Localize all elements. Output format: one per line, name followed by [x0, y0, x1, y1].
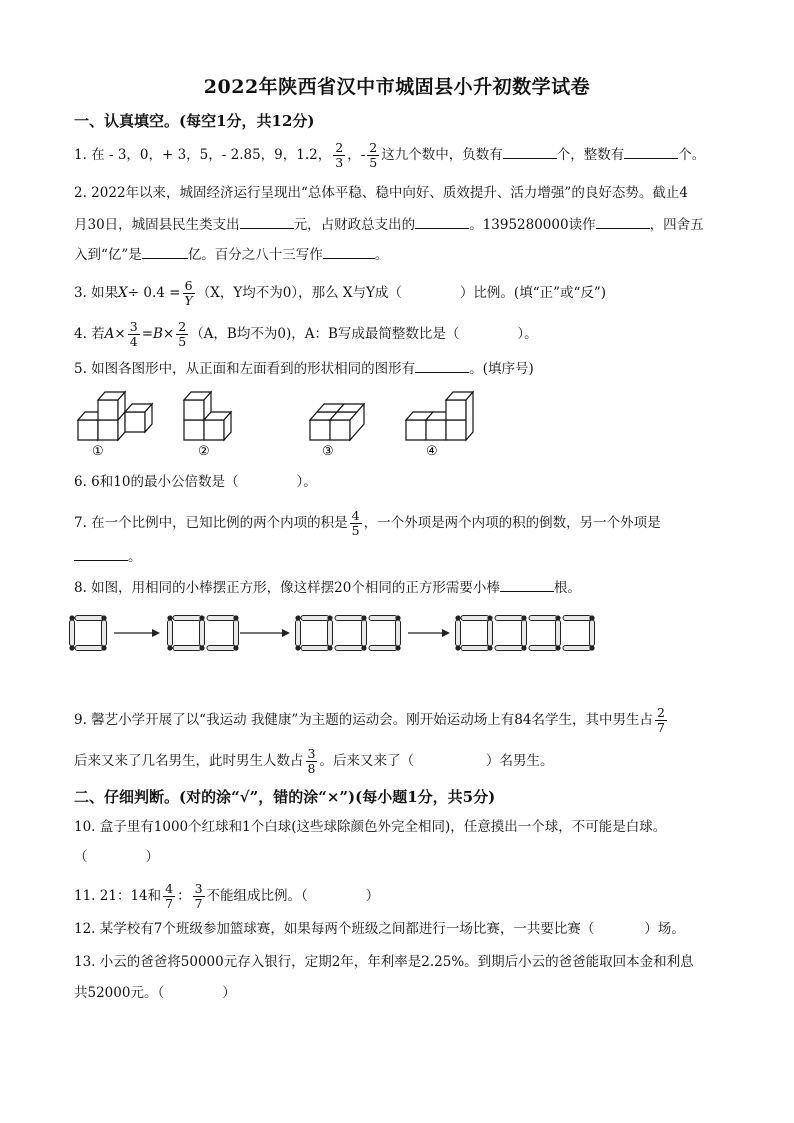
stick-joint: [199, 645, 204, 650]
stick: [563, 616, 591, 621]
stick: [70, 620, 75, 646]
answer-blank[interactable]: [500, 577, 554, 592]
stick: [207, 646, 235, 651]
stick: [495, 646, 523, 651]
stick: [335, 616, 363, 621]
arrow-head-icon: [152, 629, 160, 637]
arrow-head-icon: [442, 629, 450, 637]
stick: [495, 616, 523, 621]
fraction-4-5: $\frac{4}{5}$: [351, 508, 360, 538]
stick-joint: [167, 645, 172, 650]
stick: [234, 620, 239, 646]
stick-joint: [487, 615, 492, 620]
fraction-3-4: $\frac{3}{4}$: [129, 319, 138, 349]
stick-joint: [69, 615, 74, 620]
question-7: 7. 在一个比例中，已知比例的两个内项的积是 $\frac{4}{5}$ ，一个外项是两个内项的积的倒数，另一个外项是: [74, 508, 661, 538]
question-7-answer-line: 。: [74, 546, 142, 567]
fraction-3-8: $\frac{3}{8}$: [307, 746, 316, 776]
stick-joint: [555, 615, 560, 620]
stick: [461, 646, 489, 651]
question-13-line-2: 共52000元。（ ）: [74, 985, 236, 1001]
stick: [207, 616, 235, 621]
stick-joint: [233, 645, 238, 650]
fraction-2-3: $\frac{2}{3}$: [335, 140, 344, 170]
stick-joint: [69, 645, 74, 650]
stick: [102, 620, 107, 646]
question-8: 8. 如图，用相同的小棒摆正方形，像这样摆20个相同的正方形需要小棒 根。: [74, 577, 581, 598]
stick: [173, 646, 201, 651]
question-12: 12. 某学校有7个班级参加篮球赛，如果每两个班级之间都进行一场比赛，一共要比赛（ ）场。: [74, 921, 685, 937]
stick: [369, 616, 397, 621]
stick-joint: [295, 615, 300, 620]
figure-2-cubes: [184, 392, 231, 440]
figure-label: ④: [426, 444, 438, 459]
stick-squares-figure: [68, 608, 598, 660]
stick-joint: [199, 615, 204, 620]
stick: [563, 646, 591, 651]
stick: [75, 646, 103, 651]
stick: [529, 646, 557, 651]
stick-joint: [233, 615, 238, 620]
stick: [200, 620, 205, 646]
figure-1-cubes: [78, 392, 152, 440]
question-3: 3. 如果X÷ 0.4 = $\frac{6}{Y}$ （X，Y均不为0），那么 X与Y成（ ）比例。(填“正”或“反”): [74, 278, 607, 308]
stick-joint: [361, 645, 366, 650]
cube-figures: [70, 388, 490, 460]
answer-blank[interactable]: [415, 358, 469, 373]
fraction-2-7: $\frac{2}{7}$: [656, 705, 665, 735]
fraction-4-7: $\frac{4}{7}$: [165, 881, 174, 911]
figure-label: ②: [198, 444, 210, 459]
arrow-head-icon: [282, 629, 290, 637]
answer-blank[interactable]: [74, 546, 128, 561]
stick-joint: [167, 615, 172, 620]
question-2-line-2: 月30日，城固县民生类支出 元，占财政总支出的 。1395280000读作 ，四舍五: [74, 214, 704, 235]
stick-joint: [455, 615, 460, 620]
answer-blank[interactable]: [624, 144, 678, 159]
stick-joint: [555, 645, 560, 650]
fraction-6-y: $\frac{6}{Y}$: [184, 278, 193, 308]
stick: [328, 620, 333, 646]
stick-joint: [521, 645, 526, 650]
question-2-line-3: 入到“亿”是 亿。百分之八十三写作 。: [74, 244, 388, 265]
stick: [301, 616, 329, 621]
stick-joint: [327, 645, 332, 650]
stick-joint: [101, 645, 106, 650]
fraction-2-5: $\frac{2}{5}$: [178, 319, 187, 349]
stick-joint: [361, 615, 366, 620]
stick-joint: [521, 615, 526, 620]
stick-joint: [101, 615, 106, 620]
question-10-paren: （ ）: [74, 849, 159, 865]
stick-joint: [589, 615, 594, 620]
stick: [522, 620, 527, 646]
question-11: 11. 21：14和 $\frac{4}{7}$ ： $\frac{3}{7}$ 不能组成比例。（ ）: [74, 881, 380, 911]
question-10: 10. 盒子里有1000个红球和1个白球(这些球除颜色外完全相同)，任意摸出一个球，不可能是白球。: [74, 819, 667, 835]
stick: [75, 616, 103, 621]
figure-label: ①: [92, 444, 104, 459]
fraction-3-7: $\frac{3}{7}$: [194, 881, 203, 911]
stick-joint: [455, 645, 460, 650]
question-13: 13. 小云的爸爸将50000元存入银行，定期2年，年利率是2.25%。到期后小云的爸爸能取回本金和利息: [74, 954, 694, 970]
question-1: 1. 在 - 3，0，+ 3，5，- 2.85，9，1.2， $\frac{2}{3}$ ，- $\frac{2}{5}$ 这九个数中，负数有 个，整数有 个。: [74, 140, 706, 170]
question-9: 9. 馨艺小学开展了以“我运动 我健康”为主题的运动会。刚开始运动场上有84名学生，其中男生占 $\frac{2}{7}$: [74, 705, 665, 735]
answer-blank[interactable]: [503, 144, 557, 159]
figure-label: ③: [322, 444, 334, 459]
stick: [461, 616, 489, 621]
stick: [488, 620, 493, 646]
stick-joint: [395, 615, 400, 620]
question-5: 5. 如图各图形中，从正面和左面看到的形状相同的图形有 。(填序号): [74, 358, 534, 379]
stick: [173, 616, 201, 621]
stick: [556, 620, 561, 646]
stick: [369, 646, 397, 651]
stick: [362, 620, 367, 646]
stick: [590, 620, 595, 646]
answer-blank[interactable]: [596, 214, 650, 229]
stick-joint: [395, 645, 400, 650]
question-6: 6. 6和10的最小公倍数是（ ）。: [74, 474, 317, 490]
stick: [301, 646, 329, 651]
stick-joint: [327, 615, 332, 620]
section-1-heading: 一、认真填空。(每空1分，共12分): [74, 112, 315, 130]
question-2-line-1: 2. 2022年以来，城固经济运行呈现出“总体平稳、稳中向好、质效提升、活力增强”的良好态势。截止4: [74, 185, 688, 201]
stick: [456, 620, 461, 646]
answer-blank[interactable]: [415, 214, 469, 229]
stick: [168, 620, 173, 646]
stick-joint: [487, 645, 492, 650]
stick-joint: [295, 645, 300, 650]
answer-blank[interactable]: [240, 214, 294, 229]
stick: [529, 616, 557, 621]
figure-3-cubes: [310, 404, 364, 440]
stick-joint: [589, 645, 594, 650]
question-9-line-2: 后来又来了几名男生，此时男生人数占 $\frac{3}{8}$ 。后来又来了（ ）名男生。: [74, 746, 554, 776]
figure-4-cubes: [406, 392, 473, 440]
answer-blank[interactable]: [323, 244, 375, 259]
stick: [335, 646, 363, 651]
answer-blank[interactable]: [142, 244, 188, 259]
exam-title: 2022年陕西省汉中市城固县小升初数学试卷: [203, 76, 591, 98]
question-4: 4. 若A× $\frac{3}{4}$ =B× $\frac{2}{5}$ （A，B均不为0)，A：B写成最简整数比是（ ）。: [74, 319, 538, 349]
stick: [396, 620, 401, 646]
fraction-2-5: $\frac{2}{5}$: [369, 140, 378, 170]
section-2-heading: 二、仔细判断。(对的涂“√”，错的涂“×”)(每小题1分，共5分): [74, 788, 496, 806]
stick: [296, 620, 301, 646]
